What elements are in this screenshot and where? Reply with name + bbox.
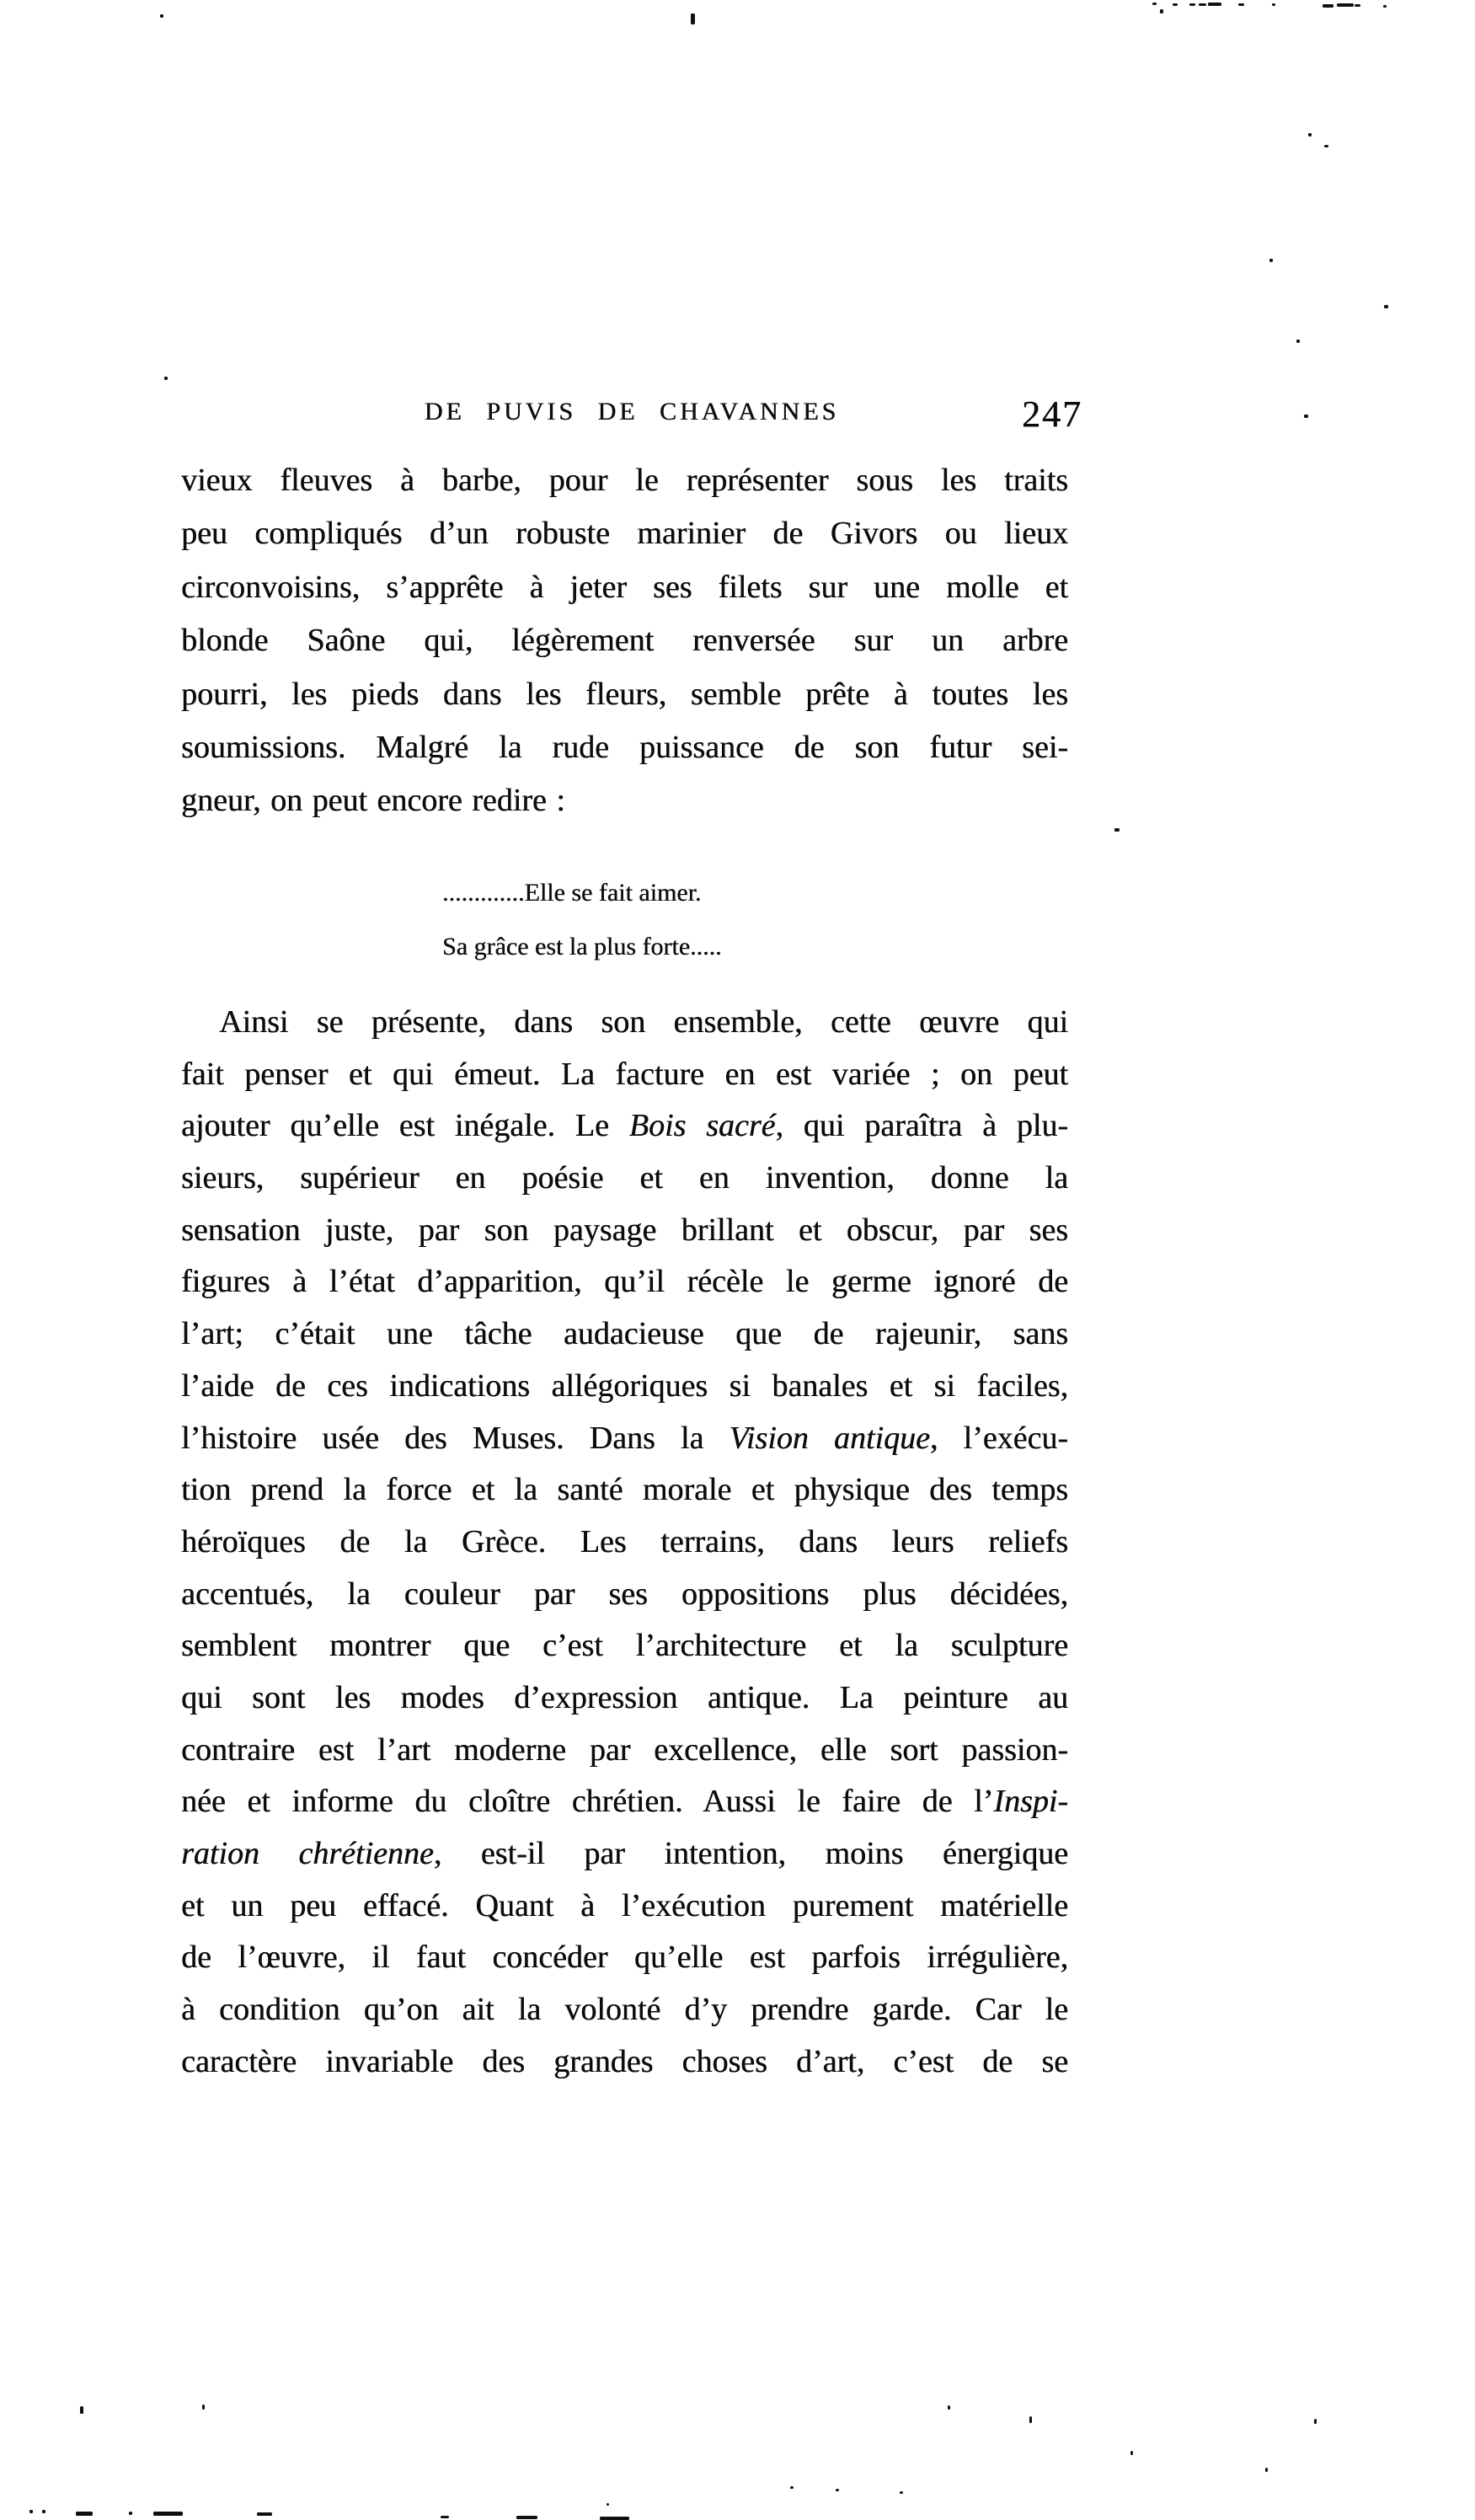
scan-speck bbox=[1314, 2419, 1317, 2424]
text-line bbox=[181, 997, 1068, 1049]
scan-speck bbox=[164, 377, 168, 380]
text-segment: à condition qu’on ait la volonté d’y prendre garde. Car le bbox=[181, 1992, 1068, 2028]
scan-speck bbox=[153, 2512, 183, 2516]
text-line bbox=[181, 721, 1068, 774]
text-line bbox=[181, 561, 1068, 614]
scan-speck bbox=[1265, 2468, 1268, 2472]
text-line bbox=[181, 2036, 1068, 2089]
scan-speck bbox=[1355, 4, 1360, 7]
text-segment: caractère invariable des grandes choses d’art, c’est de se bbox=[181, 2043, 1068, 2079]
page-number: 247 bbox=[1022, 393, 1082, 435]
verse-line: Sa grâce est la plus forte..... bbox=[442, 933, 722, 960]
scan-speck bbox=[1308, 133, 1312, 136]
paragraph-second bbox=[181, 997, 1068, 2088]
scan-speck bbox=[1304, 415, 1308, 418]
text-segment: contraire est l’art moderne par excellence, elle sort passion- bbox=[181, 1731, 1068, 1768]
scan-speck bbox=[257, 2512, 272, 2516]
scan-speck bbox=[790, 2486, 794, 2489]
text-segment: l’aide de ces indications allégoriques si banales et si faciles, bbox=[181, 1367, 1068, 1404]
text-line bbox=[181, 1776, 1068, 1828]
scan-speck bbox=[1383, 5, 1387, 8]
scan-speck bbox=[160, 14, 163, 18]
scan-speck bbox=[1189, 3, 1195, 6]
text-line bbox=[181, 1256, 1068, 1308]
text-line bbox=[181, 774, 1068, 827]
scan-speck bbox=[1029, 2416, 1032, 2423]
scan-speck bbox=[1324, 145, 1328, 147]
text-segment: peu compliqués d’un robuste marinier de Givors ou lieux bbox=[181, 516, 1068, 552]
running-head bbox=[181, 393, 1082, 438]
text-segment: , est-il par intention, moins énergique bbox=[433, 1836, 1068, 1871]
text-segment: figures à l’état d’apparition, qu’il récèle le germe ignoré de bbox=[181, 1264, 1068, 1300]
text-line bbox=[181, 614, 1068, 667]
scan-speck bbox=[1296, 340, 1300, 343]
verse-quote bbox=[442, 866, 722, 974]
text-segment: vieux fleuves à barbe, pour le représenter sous les traits bbox=[181, 463, 1068, 498]
text-segment: ajouter qu’elle est inégale. Le bbox=[181, 1108, 629, 1144]
scan-speck bbox=[600, 2517, 629, 2520]
scan-speck bbox=[1269, 259, 1273, 262]
text-line bbox=[181, 1881, 1068, 1933]
text-segment: sieurs, supérieur en poésie et en invention, donne la bbox=[181, 1160, 1068, 1196]
scan-speck bbox=[29, 2510, 33, 2513]
text-line bbox=[181, 1517, 1068, 1569]
text-segment: fait penser et qui émeut. La facture en est variée ; on peut bbox=[181, 1056, 1068, 1092]
scan-speck bbox=[129, 2512, 132, 2515]
text-segment: l’histoire usée des Muses. Dans la bbox=[181, 1420, 729, 1456]
scan-speck bbox=[900, 2491, 903, 2494]
text-line bbox=[181, 1100, 1068, 1153]
text-line bbox=[181, 1828, 1068, 1881]
text-segment: née et informe du cloître chrétien. Aussi le faire de l’ bbox=[181, 1784, 994, 1820]
text-segment: l’art; c’était une tâche audacieuse que de rajeunir, sans bbox=[181, 1316, 1068, 1352]
text-line bbox=[181, 507, 1068, 560]
scan-speck bbox=[1160, 9, 1163, 13]
text-segment: héroïques de la Grèce. Les terrains, dans leurs reliefs bbox=[181, 1523, 1068, 1560]
scan-speck bbox=[516, 2516, 537, 2519]
text-segment: soumissions. Malgré la rude puissance de son futur sei- bbox=[181, 729, 1068, 765]
text-segment: accentués, la couleur par ses oppositions plus décidées, bbox=[181, 1576, 1068, 1612]
text-line bbox=[181, 1361, 1068, 1413]
scan-speck bbox=[1323, 4, 1333, 8]
text-segment: sensation juste, par son paysage brillant et obscur, par ses bbox=[181, 1212, 1068, 1248]
paragraph-first bbox=[181, 454, 1068, 828]
italic-work-title: Inspi- bbox=[993, 1784, 1068, 1820]
text-segment: semblent montrer que c’est l’architecture et la sculpture bbox=[181, 1628, 1068, 1664]
text-line bbox=[181, 1932, 1068, 1984]
text-line bbox=[181, 1464, 1068, 1517]
text-segment: circonvoisins, s’apprête à jeter ses filets sur une molle et bbox=[181, 569, 1068, 605]
text-segment: gneur, on peut encore redire : bbox=[181, 783, 565, 819]
text-segment: qui sont les modes d’expression antique. La peinture au bbox=[181, 1679, 1068, 1715]
scan-speck bbox=[948, 2405, 950, 2410]
scan-speck bbox=[607, 2503, 609, 2506]
text-segment: , qui paraîtra à plu- bbox=[775, 1108, 1068, 1144]
scan-speck bbox=[441, 2516, 449, 2518]
text-line bbox=[181, 1725, 1068, 1777]
text-segment: , l’exécu- bbox=[929, 1420, 1068, 1456]
scan-speck bbox=[76, 2512, 93, 2516]
italic-work-title: ration chrétienne bbox=[181, 1836, 434, 1871]
text-line bbox=[181, 1984, 1068, 2036]
scan-speck bbox=[1238, 3, 1244, 6]
text-line bbox=[181, 1153, 1068, 1205]
italic-work-title: Vision antique bbox=[729, 1420, 930, 1456]
scan-speck bbox=[1208, 3, 1221, 6]
running-head-title: DE PUVIS DE CHAVANNES bbox=[424, 398, 840, 425]
scan-speck bbox=[1199, 3, 1206, 6]
text-segment: blonde Saône qui, légèrement renversée sur un arbre bbox=[181, 623, 1068, 659]
italic-work-title: Bois sacré bbox=[628, 1108, 776, 1144]
text-line bbox=[181, 454, 1068, 507]
text-line bbox=[181, 1205, 1068, 1257]
text-segment: de l’œuvre, il faut concéder qu’elle est parfois irrégulière, bbox=[181, 1939, 1068, 1976]
scan-speck bbox=[1272, 3, 1275, 6]
scan-speck bbox=[836, 2489, 839, 2491]
scan-speck bbox=[691, 13, 695, 24]
verse-line: .............Elle se fait aimer. bbox=[442, 879, 702, 907]
scan-speck bbox=[1114, 828, 1120, 832]
scan-speck bbox=[42, 2510, 45, 2513]
text-line bbox=[181, 1569, 1068, 1621]
text-line bbox=[181, 1049, 1068, 1101]
text-segment: tion prend la force et la santé morale et physique des temps bbox=[181, 1472, 1068, 1508]
scan-speck bbox=[80, 2406, 83, 2414]
text-line bbox=[181, 1413, 1068, 1465]
text-segment: et un peu effacé. Quant à l’exécution purement matérielle bbox=[181, 1887, 1068, 1923]
text-line bbox=[181, 668, 1068, 721]
text-line bbox=[181, 1672, 1068, 1725]
scan-speck bbox=[202, 2405, 205, 2410]
text-line bbox=[181, 1308, 1068, 1361]
text-segment: Ainsi se présente, dans son ensemble, cette œuvre qui bbox=[219, 1004, 1068, 1040]
scan-speck bbox=[1337, 3, 1354, 7]
text-line bbox=[181, 1620, 1068, 1672]
scan-speck bbox=[1130, 2451, 1133, 2455]
scan-speck bbox=[1173, 3, 1178, 6]
text-segment: pourri, les pieds dans les fleurs, semble prête à toutes les bbox=[181, 676, 1068, 712]
scan-speck bbox=[1384, 305, 1388, 308]
scan-speck bbox=[1152, 3, 1157, 5]
